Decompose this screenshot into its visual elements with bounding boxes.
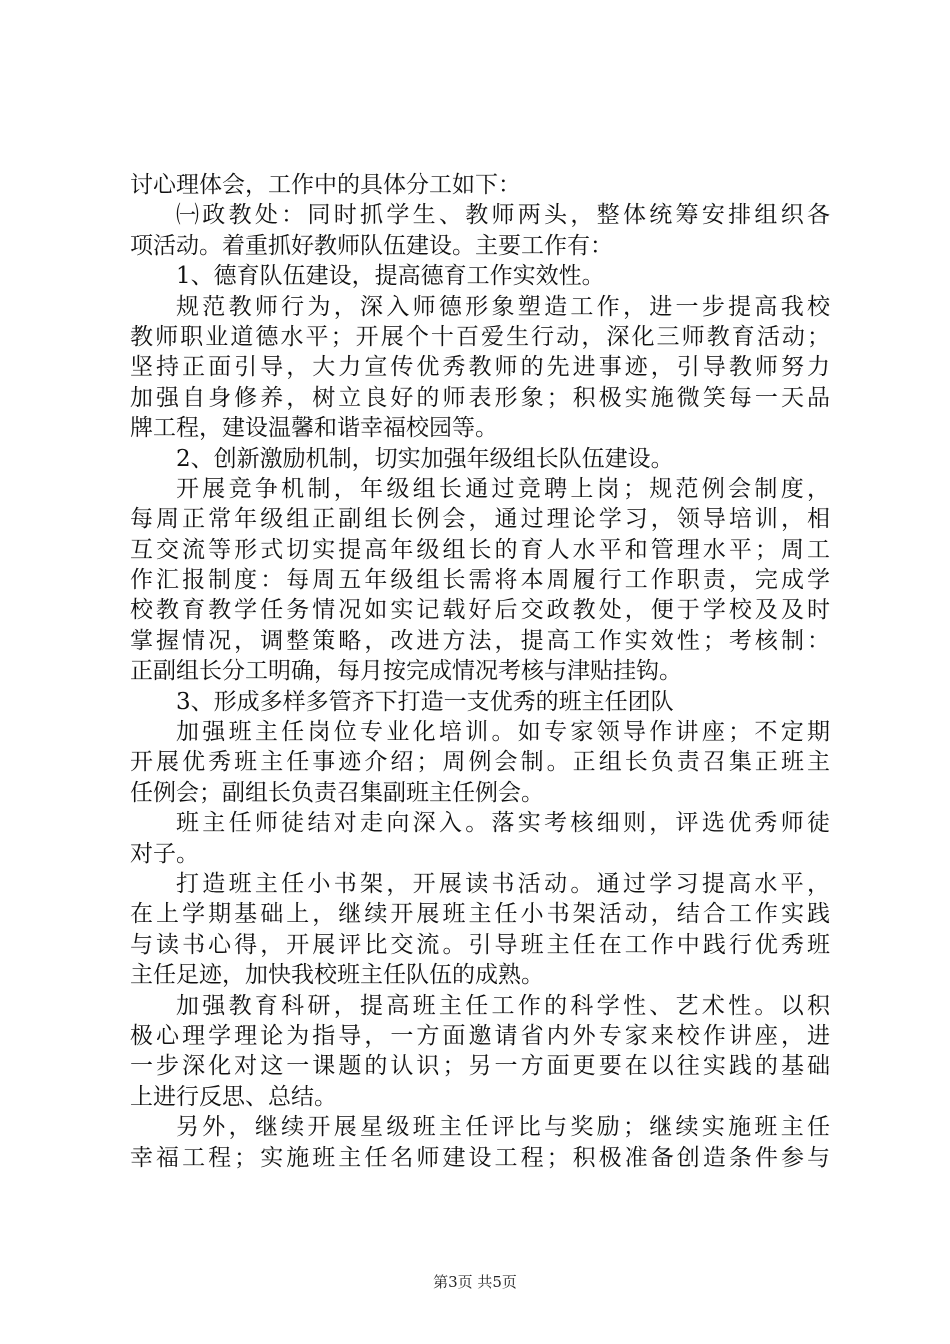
text-line: 开展竞争机制，年级组长通过竞聘上岗；规范例会制度， (176, 475, 830, 502)
document-body (130, 170, 830, 1173)
text-line: 正副组长分工明确，每月按完成情况考核与津贴挂钩。 (130, 658, 682, 685)
text-line: 加强班主任岗位专业化培训。如专家领导作讲座；不定期 (176, 719, 830, 746)
text-line: 班主任师徒结对走向深入。落实考核细则，评选优秀师徒 (176, 810, 830, 837)
text-line: 与读书心得，开展评比交流。引导班主任在工作中践行优秀班 (130, 931, 830, 958)
text-line: 作汇报制度：每周五年级组长需将本周履行工作职责，完成学 (130, 567, 830, 594)
text-line: 项活动。着重抓好教师队伍建设。主要工作有： (130, 232, 613, 259)
text-line: 加强自身修养，树立良好的师表形象；积极实施微笑每一天品 (130, 384, 830, 411)
text-line: 对子。 (130, 840, 199, 867)
text-line: 坚持正面引导，大力宣传优秀教师的先进事迹，引导教师努力 (130, 354, 830, 381)
text-line: 任例会；副组长负责召集副班主任例会。 (130, 779, 544, 806)
text-line: 规范教师行为，深入师德形象塑造工作，进一步提高我校 (176, 293, 830, 320)
text-line: 打造班主任小书架，开展读书活动。通过学习提高水平， (176, 870, 830, 897)
text-line: 幸福工程；实施班主任名师建设工程；积极准备创造条件参与 (130, 1144, 830, 1171)
text-line: 另外，继续开展星级班主任评比与奖励；继续实施班主任 (176, 1114, 830, 1141)
text-line: 掌握情况，调整策略，改进方法，提高工作实效性；考核制： (130, 627, 830, 654)
page-footer: 第3页 共5页 (433, 1273, 517, 1291)
text-line: 每周正常年级组正副组长例会，通过理论学习，领导培训，相 (130, 506, 830, 533)
text-line: 3、形成多样多管齐下打造一支优秀的班主任团队 (176, 688, 674, 715)
text-line: 互交流等形式切实提高年级组长的育人水平和管理水平；周工 (130, 536, 830, 563)
text-line: ㈠政教处：同时抓学生、教师两头，整体统筹安排组织各 (176, 202, 830, 229)
text-line: 主任足迹，加快我校班主任队伍的成熟。 (130, 962, 544, 989)
text-line: 极心理学理论为指导，一方面邀请省内外专家来校作讲座，进 (130, 1022, 830, 1049)
text-line: 开展优秀班主任事迹介绍；周例会制。正组长负责召集正班主 (130, 749, 830, 776)
text-line: 上进行反思、总结。 (130, 1083, 337, 1110)
text-line: 2、创新激励机制，切实加强年级组长队伍建设。 (176, 445, 674, 472)
text-line: 讨心理体会，工作中的具体分工如下： (130, 172, 521, 198)
text-line: 加强教育科研，提高班主任工作的科学性、艺术性。以积 (176, 992, 830, 1019)
text-line: 在上学期基础上，继续开展班主任小书架活动，结合工作实践 (130, 901, 830, 928)
text-line: 一步深化对这一课题的认识；另一方面更要在以往实践的基础 (130, 1053, 830, 1080)
text-line: 教师职业道德水平；开展个十百爱生行动，深化三师教育活动； (130, 323, 830, 350)
text-line: 牌工程，建设温馨和谐幸福校园等。 (130, 415, 498, 442)
text-line: 校教育教学任务情况如实记载好后交政教处，便于学校及及时 (130, 597, 830, 624)
text-line: 1、德育队伍建设，提高德育工作实效性。 (176, 263, 605, 290)
